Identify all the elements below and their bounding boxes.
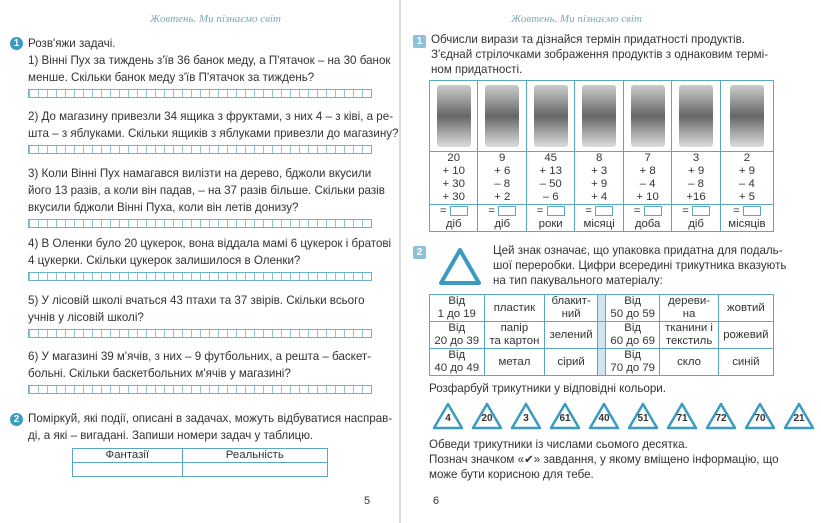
expression-term: 3 [692, 152, 700, 164]
text-line: менше. Скільки банок меду з'їв П'ятачок за тиждень? [28, 71, 315, 84]
expression-term: 45 [544, 152, 557, 164]
text-line: 1) Вінні Пух за тиждень з'їв 36 банок меду, а П'ятачок – на 30 банок [28, 54, 391, 67]
unit-label: діб [430, 218, 478, 232]
answer-box[interactable] [498, 206, 516, 216]
unit-label: місяців [720, 218, 773, 232]
cell-line: Від [624, 349, 642, 361]
recycle-triangle[interactable] [470, 401, 504, 431]
material-cell [430, 349, 485, 376]
equals-sign: = [585, 205, 592, 217]
cell-line: 20 до 39 [434, 335, 480, 347]
triangle-number: 40 [598, 413, 610, 424]
cell-line: Від [624, 295, 642, 307]
recycle-triangle[interactable] [743, 401, 777, 431]
cell-line: синій [732, 355, 760, 368]
material-cell [484, 322, 545, 349]
cell-line: рожевий [723, 328, 769, 341]
product-image-cell [430, 81, 478, 152]
task-number-badge: 2 [413, 246, 426, 259]
unit-label: роки [526, 218, 574, 232]
product-image-cell [526, 81, 574, 152]
text-line: учнів у лісовій школі? [28, 311, 144, 324]
product-image [679, 85, 713, 147]
recycle-triangle[interactable] [431, 401, 465, 431]
expression-term: – 6 [542, 191, 559, 203]
word-problem [28, 165, 385, 216]
triangle-number: 70 [754, 413, 766, 424]
expression-cell [478, 152, 526, 205]
product-image [437, 85, 471, 147]
word-problem [28, 108, 399, 142]
expression-term: + 5 [738, 191, 755, 203]
expression-term: 9 [499, 152, 506, 164]
equals-sign: = [536, 205, 544, 217]
recycle-icon [437, 246, 483, 288]
cell-line: 1 до 19 [437, 308, 476, 320]
expression-term: + 13 [539, 165, 562, 177]
product-image [631, 85, 665, 147]
cell-line: Від [448, 322, 466, 334]
expression-term: + 2 [494, 191, 511, 203]
text-line: 6) У магазині 39 м'ячів, з них – 9 футбольних, а решта – баскет- [28, 350, 372, 363]
text-line: ді, а які – вигадані. Запиши номери задач у таблицю. [28, 429, 314, 442]
result-cell[interactable] [575, 205, 623, 219]
text-line: 3) Коли Вінні Пух намагався вилізти на дерево, бджоли вкусили [28, 167, 372, 180]
recycle-triangle[interactable] [704, 401, 738, 431]
color-task: Розфарбуй трикутники у відповідні кольори. [429, 382, 666, 395]
expression-term: + 9 [688, 165, 705, 177]
text-line: ном придатності. [431, 63, 523, 76]
cell-line: текстиль [665, 335, 713, 347]
expression-term: + 30 [442, 178, 465, 190]
material-cell [605, 349, 660, 376]
product-image-cell [478, 81, 526, 152]
products-table [429, 80, 774, 232]
equals-sign: = [633, 205, 641, 217]
material-cell [718, 322, 773, 349]
expression-cell [430, 152, 478, 205]
task-number-badge: 1 [10, 37, 23, 50]
equals-sign: = [488, 205, 495, 217]
expression-cell [526, 152, 574, 205]
answer-grid[interactable] [28, 385, 372, 394]
product-image-cell [720, 81, 773, 152]
cell-line: дереви- [668, 295, 710, 307]
material-cell [660, 349, 718, 376]
triangle-number: 20 [481, 413, 493, 424]
cell-line: Від [448, 349, 466, 361]
answer-cell[interactable] [73, 463, 183, 477]
cell-line: тканини і [665, 322, 713, 334]
expression-cell [575, 152, 623, 205]
expression-term: – 4 [738, 178, 755, 190]
result-cell[interactable] [720, 205, 773, 219]
material-cell [660, 322, 718, 349]
cell-line: зелений [549, 328, 593, 341]
material-cell [430, 295, 485, 322]
expression-term: + 4 [591, 191, 608, 203]
triangle-number: 3 [523, 413, 529, 424]
text-line: його 13 разів, а коли він падав, – на 37 разів більше. Скільки разів [28, 184, 385, 197]
result-cell[interactable] [478, 205, 526, 219]
answer-grid[interactable] [28, 272, 372, 281]
mark-task [429, 452, 779, 482]
task2-text [493, 243, 786, 288]
answer-box[interactable] [692, 206, 710, 216]
text-line: вкусили бджоли Вінні Пуха, коли він летів донизу? [28, 201, 299, 214]
answer-table [72, 448, 328, 477]
answer-grid[interactable] [28, 329, 372, 338]
text-line: Познач значком «✔» завдання, у якому вміщено інформацію, що [429, 453, 779, 466]
task-number-badge: 2 [10, 413, 23, 426]
table-divider [597, 322, 605, 349]
cell-line: 70 до 79 [610, 362, 656, 374]
equals-sign: = [682, 205, 689, 217]
text-line: З'єднай стрілочками зображення продуктів з однаковим термі- [431, 48, 769, 61]
product-image [730, 85, 764, 147]
task-number-badge: 1 [413, 35, 426, 48]
recycle-triangle[interactable] [626, 401, 660, 431]
text-line: Поміркуй, які події, описані в задачах, можуть відбуватися насправ- [28, 412, 393, 425]
product-image-cell [575, 81, 623, 152]
cell-line: пластик [493, 301, 536, 314]
result-cell[interactable] [672, 205, 720, 219]
product-image [485, 85, 519, 147]
expression-term: + 6 [494, 165, 511, 177]
material-cell [545, 322, 598, 349]
expression-term: + 10 [442, 165, 465, 177]
expression-cell [720, 152, 773, 205]
answer-grid[interactable] [28, 145, 372, 154]
task1-text [431, 32, 768, 77]
answer-box[interactable] [644, 206, 662, 216]
text-line: може бути корисною для тебе. [429, 468, 594, 481]
right-page [400, 0, 805, 523]
text-line: 4 цукерки. Скільки цукерок залишилося в Оленки? [28, 254, 301, 267]
recycle-triangle[interactable] [548, 401, 582, 431]
product-image [534, 85, 568, 147]
cell-line: блакит- [551, 295, 591, 307]
material-cell [430, 322, 485, 349]
recycle-triangle[interactable] [587, 401, 621, 431]
product-image-cell [623, 81, 671, 152]
text-line: 2) До магазину привезли 34 ящика з фруктами, з них 4 – з ківі, а ре- [28, 110, 394, 123]
expression-term: + 9 [738, 165, 755, 177]
expression-term: +16 [686, 191, 706, 203]
expression-term: – 8 [494, 178, 511, 190]
task2-text [28, 410, 392, 444]
expression-term: + 10 [636, 191, 659, 203]
word-problem [28, 235, 391, 269]
table-divider [597, 349, 605, 376]
equals-sign: = [439, 205, 447, 217]
word-problem [28, 348, 371, 382]
triangle-number: 61 [559, 413, 571, 424]
text-line: шта – з яблуками. Скільки ящиків з яблуками привезли до магазину? [28, 127, 399, 140]
material-cell [718, 295, 773, 322]
cell-line: ний [561, 308, 581, 320]
circle-task: Обведи трикутники із числами сьомого десятка. [429, 438, 688, 451]
answer-box[interactable] [450, 206, 468, 216]
expression-term: + 9 [591, 178, 608, 190]
cell-line: Від [448, 295, 466, 307]
material-cell [605, 322, 660, 349]
text-line: 4) В Оленки було 20 цукерок, вона віддала мамі 6 цукерок і братові [28, 237, 392, 250]
product-image-cell [672, 81, 720, 152]
page-number: 6 [433, 495, 440, 507]
expression-term: 2 [743, 152, 751, 164]
table-divider [597, 295, 605, 322]
triangles-row [431, 401, 821, 436]
unit-label: діб [672, 218, 720, 232]
material-cell [718, 349, 773, 376]
header-fantasies: Фантазії [73, 449, 183, 463]
equals-sign: = [732, 205, 740, 217]
task-title: Розв'яжи задачі. [28, 37, 116, 50]
cell-line: 50 до 59 [610, 308, 656, 320]
cell-line: папір [500, 322, 529, 334]
cell-line: та картон [489, 335, 540, 347]
cell-line: 60 до 69 [610, 335, 656, 347]
material-cell [484, 349, 545, 376]
answer-box[interactable] [595, 206, 613, 216]
triangle-number: 72 [715, 413, 727, 424]
cell-line: на [682, 308, 696, 320]
answer-grid[interactable] [28, 219, 372, 228]
page-header: Жовтень. Ми пізнаємо світ [511, 13, 642, 25]
cell-line: Від [624, 322, 642, 334]
expression-term: + 3 [591, 165, 608, 177]
page-header: Жовтень. Ми пізнаємо світ [150, 13, 281, 25]
product-image [582, 85, 616, 147]
text-line: 5) У лісовій школі вчаться 43 птахи та 37 звірів. Скільки всього [28, 294, 365, 307]
answer-grid[interactable] [28, 89, 372, 98]
text-line: Цей знак означає, що упаковка придатна для подаль- [493, 244, 783, 257]
left-page [0, 0, 400, 523]
result-cell[interactable] [623, 205, 671, 219]
triangle-number: 21 [793, 413, 805, 424]
recycle-triangle[interactable] [665, 401, 699, 431]
unit-label: діб [478, 218, 526, 232]
header-reality: Реальність [182, 449, 327, 463]
text-line: Обчисли вирази та дізнайся термін придатності продуктів. [431, 33, 746, 46]
material-cell [545, 295, 598, 322]
result-cell[interactable] [430, 205, 478, 219]
expression-term: 8 [595, 152, 603, 164]
unit-label: доба [623, 218, 671, 232]
expression-term: 7 [644, 152, 651, 164]
expression-cell [672, 152, 720, 205]
expression-term: – 4 [639, 178, 656, 190]
cell-line: жовтий [726, 301, 765, 314]
cell-line: 40 до 49 [434, 362, 480, 374]
expression-term: + 8 [639, 165, 656, 177]
page-number: 5 [364, 495, 371, 507]
word-problem [28, 292, 365, 326]
material-cell [605, 295, 660, 322]
expression-cell [623, 152, 671, 205]
material-cell [484, 295, 545, 322]
word-problem [28, 52, 390, 86]
expression-term: 20 [447, 152, 461, 164]
expression-term: – 8 [688, 178, 704, 190]
result-cell[interactable] [526, 205, 574, 219]
answer-cell[interactable] [182, 463, 327, 477]
text-line: на тип пакувального матеріалу: [493, 274, 663, 287]
text-line: шої переробки. Цифри всередині трикутника вказують [493, 259, 787, 272]
answer-box[interactable] [547, 206, 565, 216]
materials-table [429, 294, 774, 376]
triangle-number: 71 [676, 413, 688, 424]
material-cell [545, 349, 598, 376]
cell-line: скло [677, 355, 702, 368]
material-cell [660, 295, 718, 322]
unit-label: місяці [575, 218, 623, 232]
text-line: больні. Скільки баскетбольних м'ячів у магазині? [28, 367, 291, 380]
cell-line: метал [498, 355, 531, 368]
recycle-triangle[interactable] [782, 401, 816, 431]
expression-term: – 50 [539, 178, 562, 190]
cell-line: сірий [557, 355, 585, 368]
expression-term: + 30 [442, 191, 465, 203]
answer-box[interactable] [743, 206, 761, 216]
triangle-number: 51 [637, 413, 649, 424]
triangle-number: 4 [445, 413, 451, 424]
recycle-triangle[interactable] [509, 401, 543, 431]
